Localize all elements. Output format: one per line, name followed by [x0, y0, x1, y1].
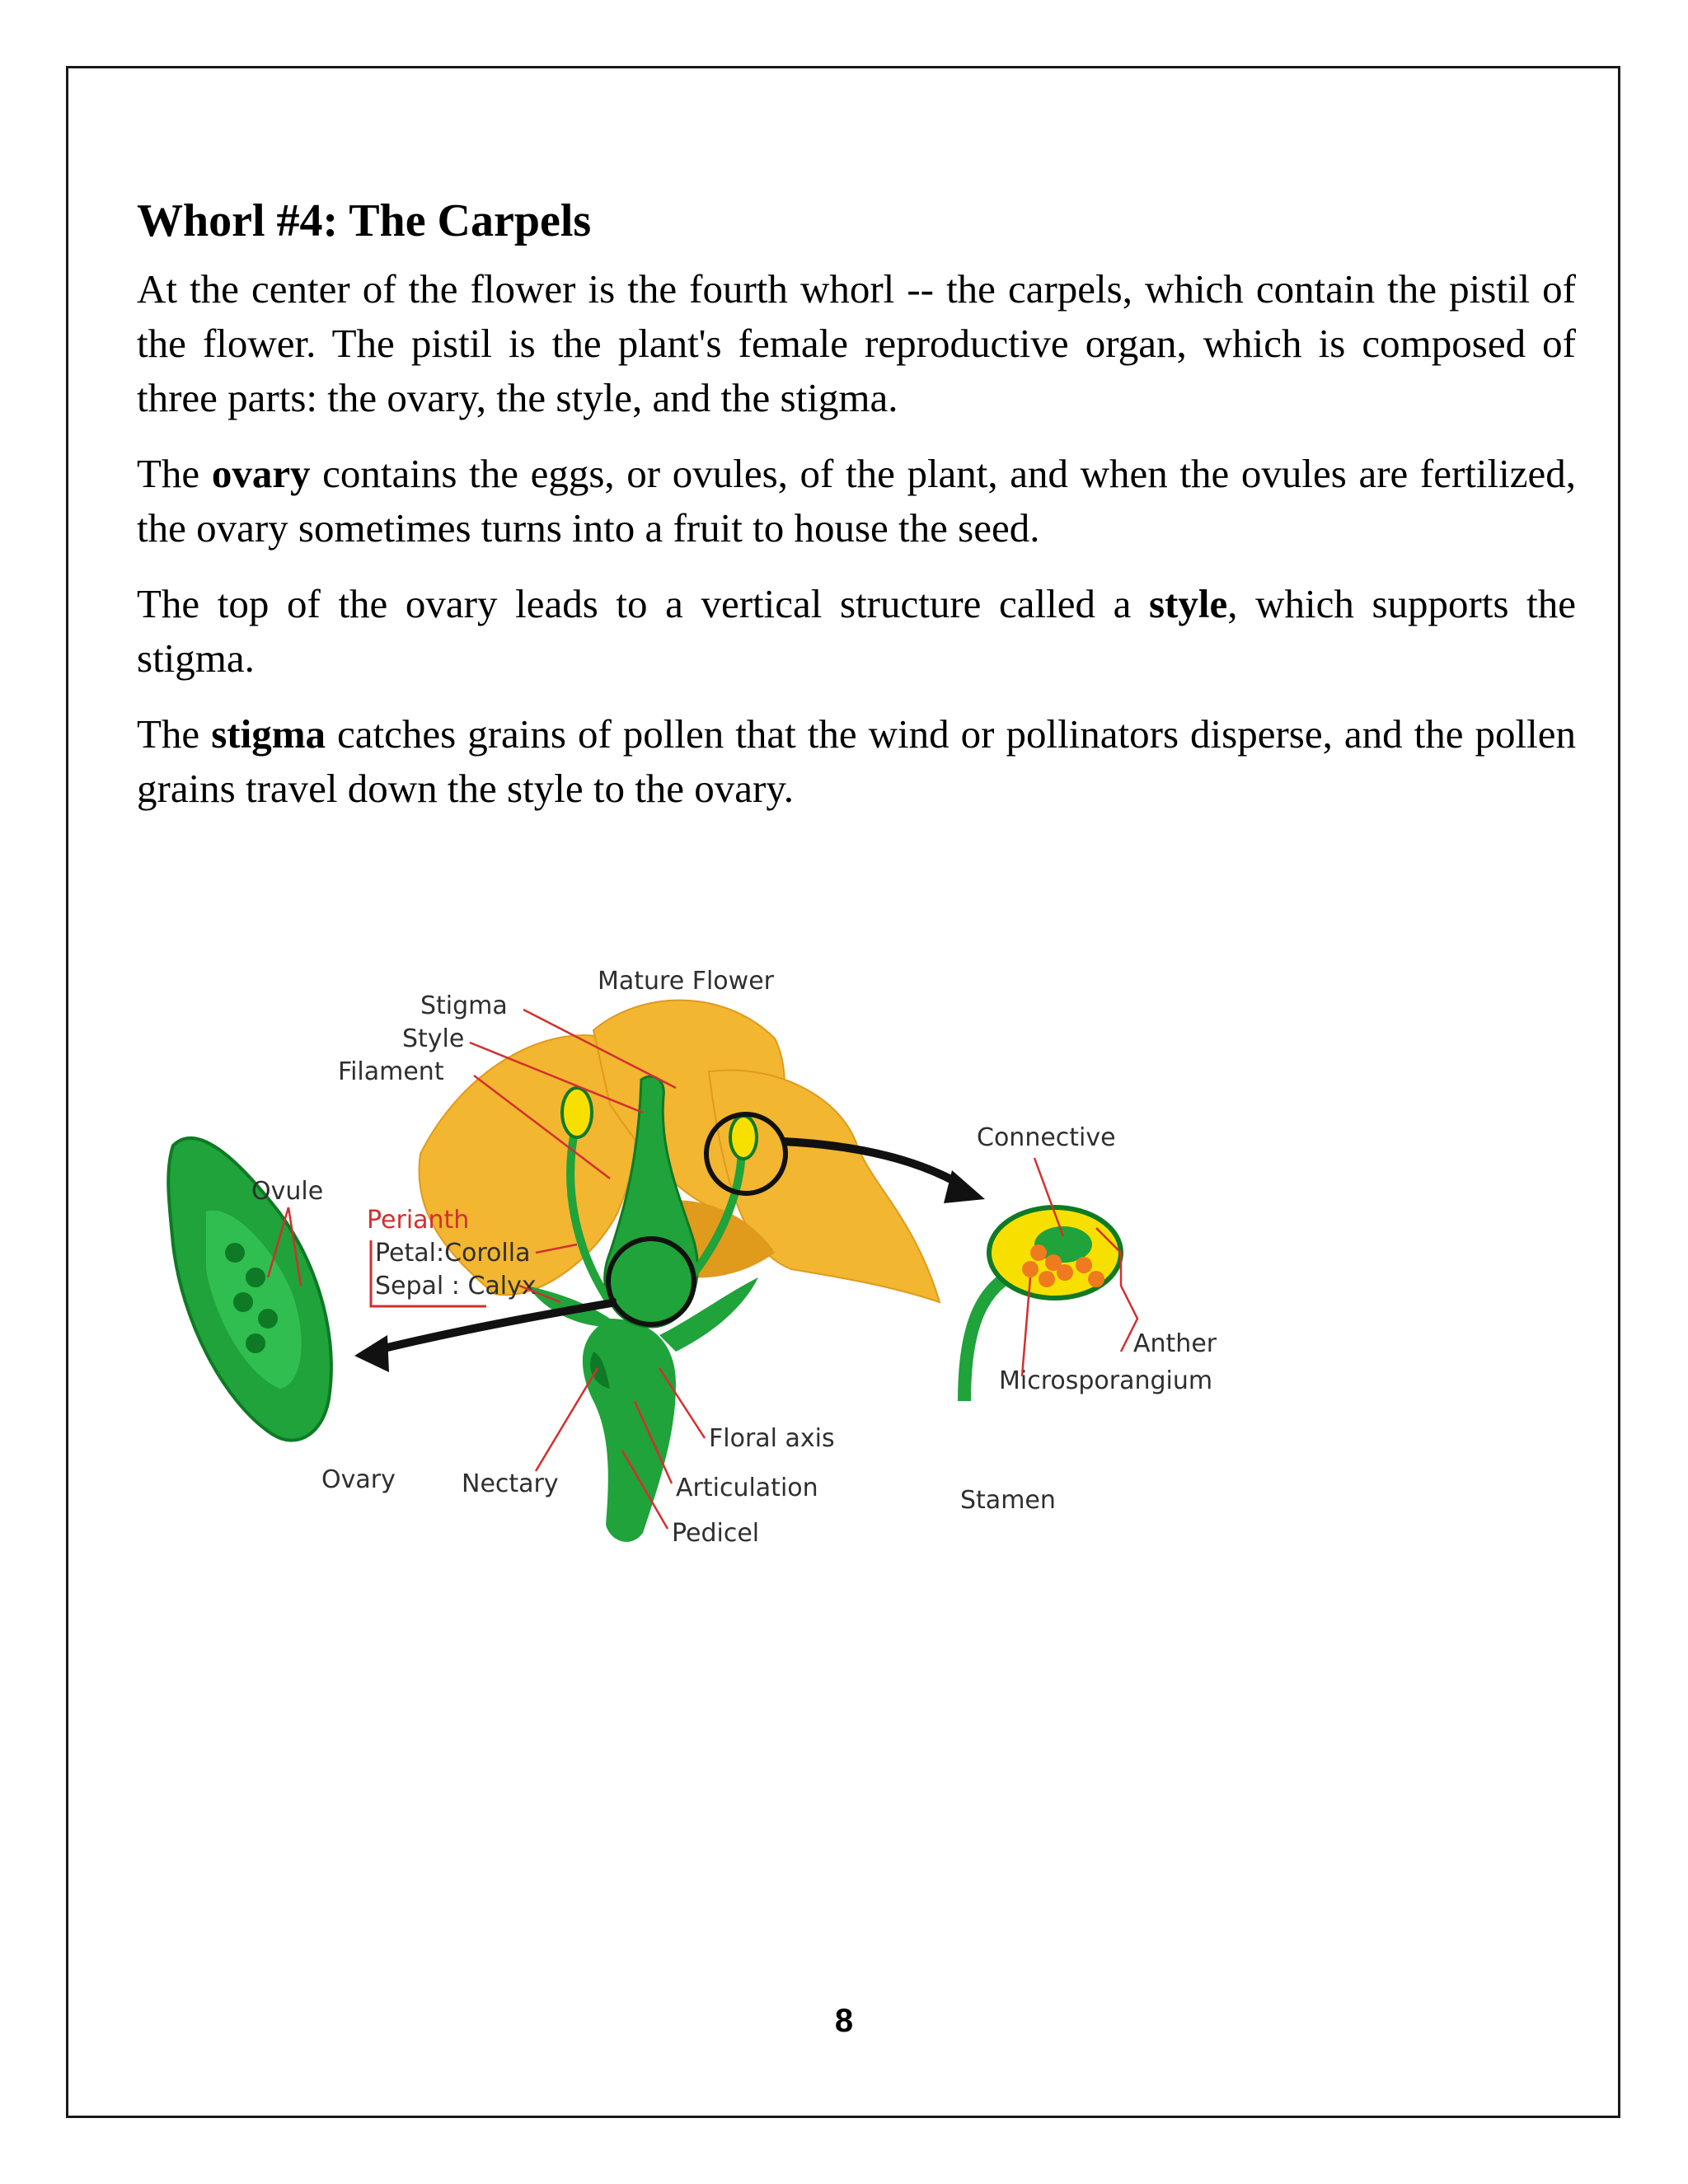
- label-stamen: Stamen: [960, 1486, 1056, 1515]
- flower-diagram: [148, 940, 1220, 1582]
- label-microsporangium: Microsporangium: [999, 1366, 1213, 1395]
- page-content: [137, 194, 1576, 837]
- label-stigma: Stigma: [420, 991, 508, 1020]
- flower-diagram-svg: [148, 940, 1220, 1582]
- term-stigma: stigma: [211, 711, 326, 757]
- section-heading: Whorl #4: The Carpels: [137, 195, 592, 246]
- label-style: Style: [402, 1024, 465, 1053]
- term-style: style: [1148, 581, 1228, 627]
- label-ovule: Ovule: [251, 1177, 324, 1206]
- pedicel: [583, 1319, 676, 1542]
- anther-small: [562, 1088, 592, 1137]
- paragraph-carpels-intro: At the center of the flower is the fourth whorl -- the carpels, which contain the pistil of the flower. The pistil is the plant's female reproductive organ, which is composed of three parts: the ovary, the style, and the stigma.: [137, 266, 1576, 421]
- label-filament: Filament: [338, 1057, 444, 1086]
- text-span: The: [137, 711, 212, 757]
- label-connective: Connective: [977, 1123, 1116, 1152]
- label-ovary: Ovary: [321, 1465, 396, 1494]
- text-span: contains the eggs, or ovules, of the plant, and when the ovules are fertilized, the ovary sometimes turns into a fruit to house the seed.: [137, 451, 1576, 551]
- term-ovary: ovary: [211, 451, 311, 497]
- paragraph-stigma: [137, 707, 1576, 816]
- text-span: , which supports the stigma.: [137, 581, 1576, 682]
- label-anther: Anther: [1133, 1329, 1217, 1358]
- paragraph-ovary: [137, 447, 1576, 555]
- label-nectary: Nectary: [462, 1469, 559, 1498]
- text-span: The: [137, 451, 212, 497]
- anther-right: [730, 1116, 757, 1159]
- paragraph-style: [137, 577, 1576, 686]
- label-pedicel: Pedicel: [672, 1519, 760, 1548]
- label-mature-flower: Mature Flower: [598, 967, 774, 996]
- text-span: catches grains of pollen that the wind or pollinators disperse, and the pollen grains travel down the style to the ovary.: [137, 711, 1576, 812]
- text-span: The top of the ovary leads to a vertical structure called a: [137, 581, 1149, 627]
- arrow-to-ovary: [354, 1302, 617, 1372]
- label-sepal-calyx: Sepal : Calyx: [375, 1272, 537, 1301]
- label-floral-axis: Floral axis: [709, 1424, 835, 1453]
- label-perianth: Perianth: [367, 1206, 470, 1235]
- label-petal-corolla: Petal:Corolla: [375, 1239, 531, 1268]
- page-number: 8: [834, 2003, 854, 2039]
- label-articulation: Articulation: [676, 1474, 818, 1502]
